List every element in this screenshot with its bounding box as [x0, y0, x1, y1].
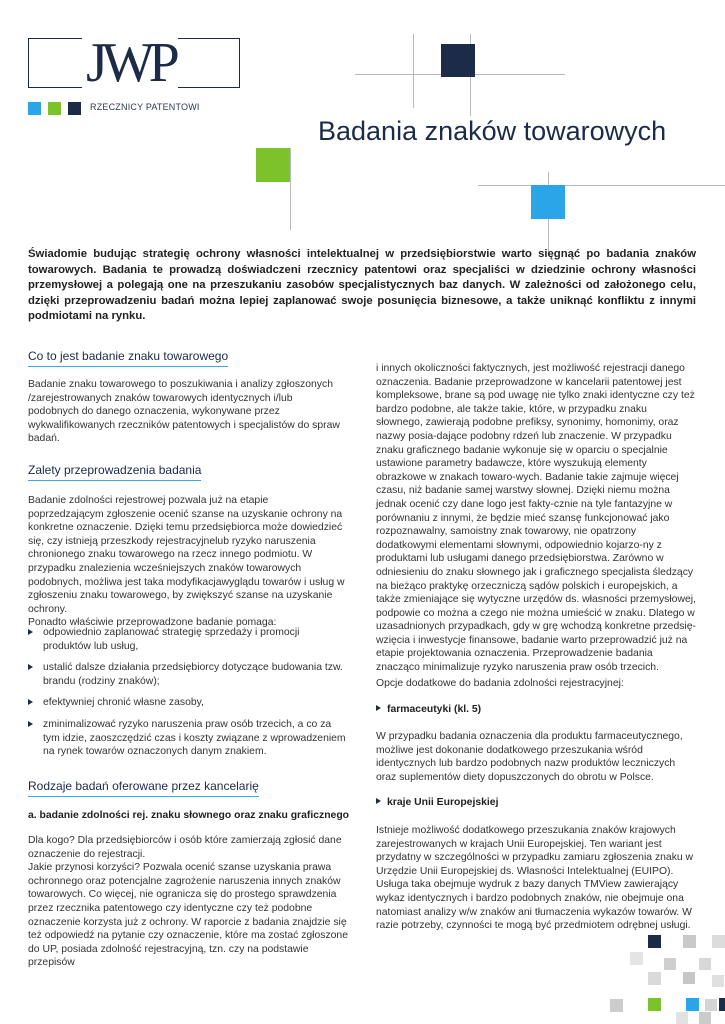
mosaic-square-grey	[705, 999, 717, 1011]
paragraph: Istnieje możliwość dodatkowego przeszukania znaków krajowych zarejestrowanych w krajach Unii Europejskiej. Ten wariant jest przydatny w szczególności w przypadku zamiaru zgłoszenia znaku w Urzędzie Unii Europejskiej ds. Własności Intelektualnej (EUIPO). Usługa taka obejmuje wydruk z bazy danych TMView zawierający wykaz identycznych i bardzo podobnych znaków, nie obejmuje ona natomiast analizy w/w znaków ani tłumaczenia wykazów towarów. W razie potrzeby, czynności te mogą być przedmiotem odrębnej usługi.	[376, 825, 694, 932]
logo-square-green	[48, 102, 61, 115]
paragraph: Ponadto właściwie przeprowadzone badanie pomaga:	[28, 617, 277, 629]
list-item-text: zminimalizować ryzyko naruszenia praw osób trzecich, a co za tym idzie, zaoszczędzić czas i koszty związane z wprowadzeniem na rynek towarów oznaczonych danym znakiem.	[43, 718, 346, 758]
mosaic-square-grey	[699, 1012, 711, 1024]
right-column-text	[376, 362, 696, 675]
paragraph: Badanie zdolności rejestrowej pozwala już na etapie poprzedzającym zgłoszenie ocenić szanse na uzyskanie ochrony na konkretne oznaczenie. Dzięki temu przedsiębiorca może dowiedzieć się, czy istnieją przeszkody rejestracyjnelub ryzyko naruszenia chronionego znaku towarowego na rzecz innego podmiotu. W przypadku znalezienia wcześniejszych znaków towarowych podobnych, możliwa jest taka modyfikacjawyglądu towarów i usług w zgłoszeniu znaku towarowego, by zwiększyć szanse na uzyskanie ochrony.	[28, 495, 345, 615]
subheading-a: a. badanie zdolności rej. znaku słownego oraz znaku graficznego	[28, 810, 350, 821]
mosaic-square-navy	[719, 998, 725, 1011]
logo-square-blue	[28, 102, 41, 115]
mosaic-square-grey	[712, 935, 725, 948]
section-text-what-is	[28, 378, 346, 446]
list-item	[28, 661, 348, 688]
section-heading-what-is: Co to jest badanie znaku towarowego	[28, 349, 228, 367]
mosaic-square-grey	[683, 935, 696, 948]
list-item-text: odpowiednio zaplanować strategię sprzedaży i promocji produktów lub usług,	[43, 627, 300, 652]
bullet-arrow-icon	[28, 629, 33, 635]
paragraph: Jakie przynosi korzyści? Pozwala ocenić szanse uzyskania prawa ochronnego oraz potencjalne zagrożenie naruszenia innych znaków towarowych. Co więcej, nie ogranicza się do prostego sprawdzenia przez rzecznika patentowego czy identyczne czy też podobne oznaczenie korzysta już z ochrony. W raporcie z badania znajdzie się też odpowiedź na pytanie czy oznaczenie, które ma zostać zgłoszone do UP, posiada zdolność rejestracyjną, tzn. czy na podstawie przepisów	[28, 862, 348, 969]
header-square-navy	[441, 44, 475, 77]
mosaic-square-grey	[683, 972, 695, 984]
paragraph: Badanie znaku towarowego to poszukiwania i analizy zgłoszonych /zarejestrowanych znaków towarowych identycznych i/lub podobnych do danego oznaczenia, wykonywane przez wykwalifikowanych rzeczników patentowych i specjalistów do spraw badań.	[28, 379, 340, 445]
divider-line	[413, 34, 414, 108]
list-item	[28, 718, 348, 759]
benefits-list	[28, 626, 348, 767]
header-square-green	[256, 148, 290, 182]
tagline: RZECZNICY PATENTOWI	[90, 102, 200, 112]
paragraph: W przypadku badania oznaczenia dla produktu farmaceutycznego, możliwe jest dokonanie dodatkowego przeszukania wśród identycznych lub bardzo podobnych nazw produktów leczniczych oraz suplementów diety dopuszczonych do obrotu w Polsce.	[376, 731, 683, 783]
option-pharma	[376, 704, 481, 715]
section-heading-advantages: Zalety przeprowadzenia badania	[28, 463, 201, 481]
paragraph: Dla kogo? Dla przedsiębiorców i osób które zamierzają zgłosić dane oznaczenie do rejestracji.	[28, 835, 342, 860]
bullet-arrow-icon	[28, 664, 33, 670]
mosaic-square-blue	[686, 998, 699, 1011]
section-text-advantages	[28, 494, 346, 630]
logo: JWP	[82, 28, 178, 98]
mosaic-square-grey	[712, 975, 724, 987]
list-item-text: ustalić dalsze działania przedsiębiorcy dotyczące budowania tzw. brandu (rodziny znaków);	[43, 662, 343, 687]
mosaic-square-green	[648, 998, 661, 1011]
intro-paragraph: Świadomie budując strategię ochrony własności intelektualnej w przedsiębiorstwie warto sięgnąć po badania znaków towarowych. Badania te prowadzą doświadczeni rzecznicy patentowi oraz specjaliści w dziedzinie ochrony własności przemysłowej a polegają one na przeszukaniu zasobów specjalistycznych baz danych. W zależności od założonego celu, dzięki przeprowadzeniu badań można lepiej zaplanować swoje posunięcia biznesowe, a także uniknąć konfliktu z innymi podmiotami na rynku.	[28, 248, 696, 323]
logo-square-navy	[68, 102, 81, 115]
paragraph: i innych okoliczności faktycznych, jest możliwość rejestracji danego oznaczenia. Badanie przeprowadzone w kancelarii patentowej jest kompleksowe, brane są pod uwagę nie tylko znaki identyczne czy też bardzo podobne, ale także takie, które, w przypadku znaku słownego, zawierają podobne prefiksy, synonimy, homonimy, oraz nazwy posia-dające podobny rdzeń lub znaczenie. W przypadku znaku graficznego badanie wykonuje się w oparciu o specjalnie ustawione parametry badawcze, które wyszukują elementy obrazkowe w znakach towaro-wych. Badanie takie zajmuje więcej czasu, niż badanie samej warstwy słownej. Dzięki niemu można jednak ocenić czy dane logo jest fakty-cznie na tyle fantazyjne w porównaniu z innymi, że będzie mieć szansę funkcjonować jako rozpoznawalny, samoistny znak towarowy, nie opatrzony dodatkowymi elementami słownymi, odpowiednio kojarzo-ny z produktami lub usługami danego przedsiębiorstwa. Zarówno w odniesieniu do znaku słownego jak i graficznego specjalista śledzący na bieżąco praktykę orzeczniczą sądów polskich i europejskich, a także zmieniające się wytyczne urzędów ds. własności przemysłowej, podpowie co można a czego nie można umieścić w znaku. Dlatego w uzasadnionych przypadkach, gdy w grę wchodzą konkretne przedsię-wzięcia i inwestycje finansowe, badanie warto przeprowadzić już na etapie projektowania oznaczenia. Przeprowadzenie badania znacząco minimalizuje ryzyko naruszenia praw osób trzecich.	[376, 363, 696, 674]
mosaic-square-grey	[664, 958, 676, 970]
mosaic-square-grey	[676, 1012, 688, 1024]
header-square-blue	[531, 185, 565, 219]
options-intro	[376, 677, 696, 691]
divider-line	[290, 148, 291, 230]
bullet-arrow-icon	[376, 705, 381, 711]
mosaic-square-grey	[630, 952, 643, 965]
bullet-arrow-icon	[28, 699, 33, 705]
bullet-arrow-icon	[28, 721, 33, 727]
list-item-text: efektywniej chronić własne zasoby,	[43, 697, 204, 709]
section-text-types	[28, 834, 350, 970]
option-label: kraje Unii Europejskiej	[387, 797, 499, 808]
list-item	[28, 626, 348, 653]
page-title: Badania znaków towarowych	[318, 116, 667, 146]
divider-line	[478, 185, 725, 186]
option-pharma-text	[376, 730, 696, 784]
list-item	[28, 696, 348, 710]
mosaic-square-grey	[699, 958, 711, 970]
mosaic-square-navy	[648, 935, 661, 948]
option-eu-text	[376, 824, 696, 933]
mosaic-square-grey	[648, 972, 661, 985]
section-heading-types: Rodzaje badań oferowane przez kancelarię	[28, 779, 259, 797]
mosaic-square-grey	[610, 999, 623, 1012]
bullet-arrow-icon	[376, 798, 381, 804]
option-label: farmaceutyki (kl. 5)	[387, 704, 482, 715]
paragraph: Opcje dodatkowe do badania zdolności rejestracyjnej:	[376, 678, 624, 689]
option-eu	[376, 797, 498, 808]
